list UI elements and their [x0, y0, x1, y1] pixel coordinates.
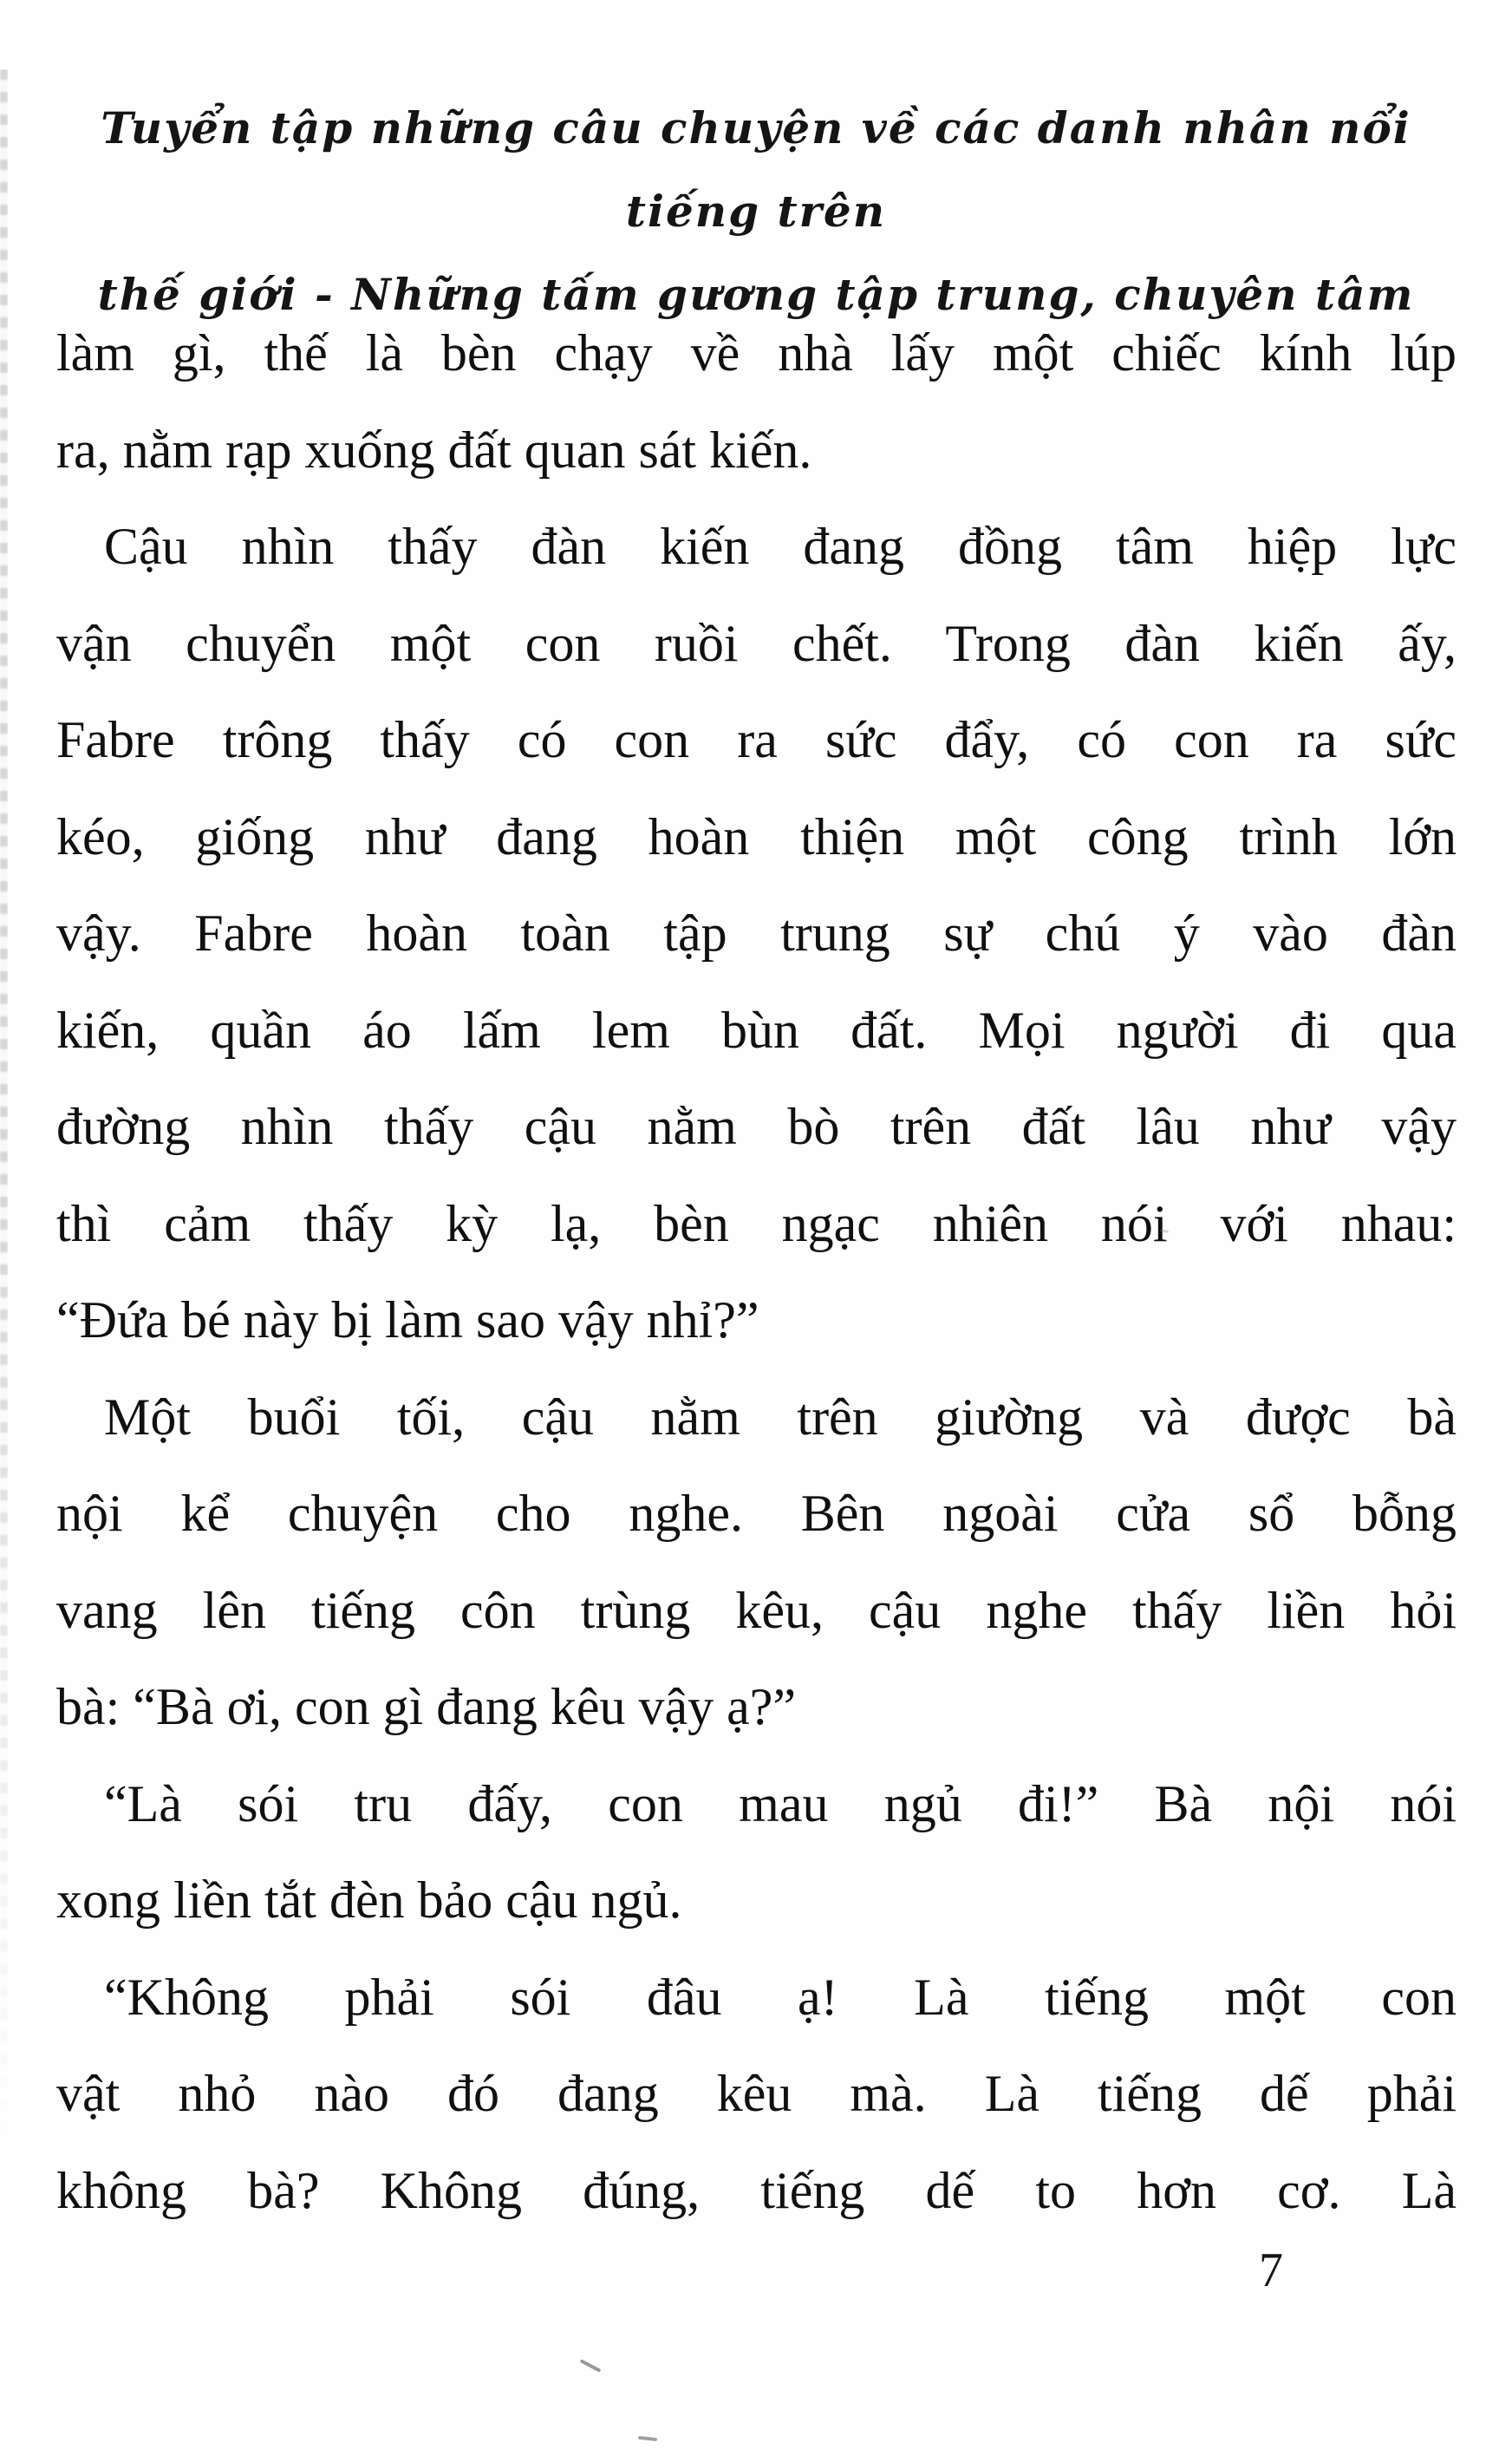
page-number: 7: [1259, 2243, 1283, 2297]
scan-speck: [638, 2436, 657, 2441]
running-header: [35, 87, 1477, 336]
running-header-line-1: Tuyển tập những câu chuyện về các danh nhân nổi tiếng trên: [101, 102, 1411, 237]
text-line: “Đứa bé này bị làm sao vậy nhỉ?”: [56, 1291, 759, 1349]
text-line: vận chuyển một con ruồi chết. Trong đàn kiến ấy,: [56, 614, 1457, 672]
text-line: đường nhìn thấy cậu nằm bò trên đất lâu như vậy: [56, 1098, 1457, 1155]
text-line: vang lên tiếng côn trùng kêu, cậu nghe thấy liền hỏi: [56, 1581, 1457, 1639]
text-line: vậy. Fabre hoàn toàn tập trung sự chú ý vào đàn: [56, 904, 1457, 962]
text-line: kéo, giống như đang hoàn thiện một công trình lớn: [56, 807, 1457, 865]
text-line: xong liền tắt đèn bảo cậu ngủ.: [56, 1871, 682, 1929]
text-line: làm gì, thế là bèn chạy về nhà lấy một chiếc kính lúp: [56, 324, 1457, 382]
text-line: “Là sói tru đấy, con mau ngủ đi!” Bà nội nói: [104, 1774, 1457, 1832]
text-line: Một buổi tối, cậu nằm trên giường và được bà: [104, 1388, 1457, 1446]
text-line: thì cảm thấy kỳ lạ, bèn ngạc nhiên nói với nhau:: [56, 1194, 1457, 1252]
text-line: “Không phải sói đâu ạ! Là tiếng một con: [104, 1968, 1457, 2026]
body-text: [56, 305, 1457, 2239]
scan-artifact-left-edge: [0, 69, 8, 2151]
scan-speck: [580, 2359, 602, 2373]
text-line: ra, nằm rạp xuống đất quan sát kiến.: [56, 421, 812, 479]
text-line: bà: “Bà ơi, con gì đang kêu vậy ạ?”: [56, 1678, 797, 1735]
text-line: nội kể chuyện cho nghe. Bên ngoài cửa sổ bỗng: [56, 1485, 1457, 1542]
text-line: không bà? Không đúng, tiếng dế to hơn cơ. Là: [56, 2161, 1457, 2219]
text-line: kiến, quần áo lấm lem bùn đất. Mọi người đi qua: [56, 1001, 1457, 1059]
running-header-line-2: thế giới - Những tấm gương tập trung, chuyên tâm: [97, 269, 1415, 320]
text-line: Fabre trông thấy có con ra sức đẩy, có con ra sức: [56, 711, 1457, 768]
text-line: Cậu nhìn thấy đàn kiến đang đồng tâm hiệp lực: [104, 518, 1457, 575]
text-line: vật nhỏ nào đó đang kêu mà. Là tiếng dế phải: [56, 2065, 1457, 2122]
